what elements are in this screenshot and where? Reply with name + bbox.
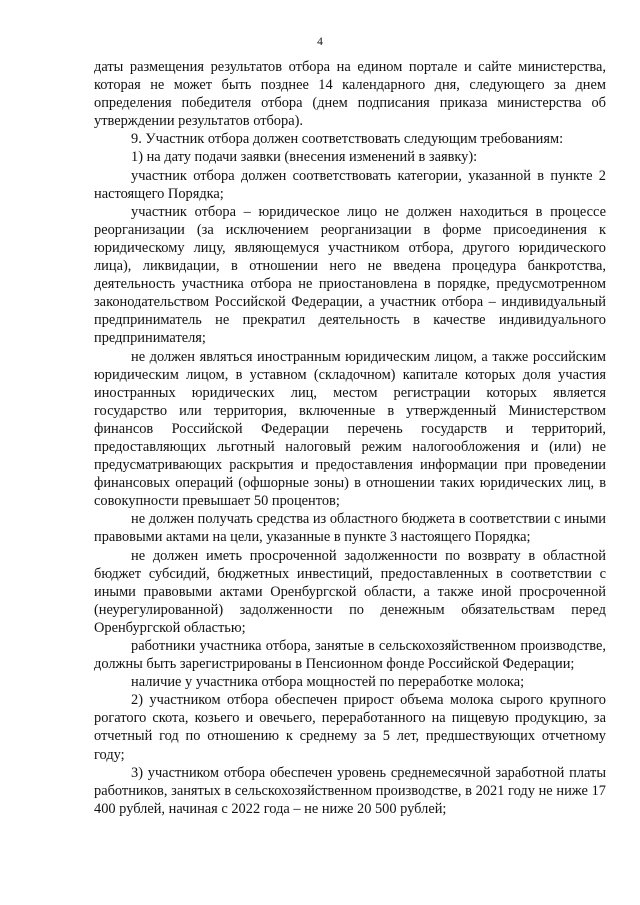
paragraph-subitem-2: 2) участником отбора обеспечен прирост объема молока сырого крупного рогатого скота, козьего и овечьего, переработанного на пищевую продукцию, за отчетный год по отношению к среднему за 5 лет, предшествующих отчетному году; [94,692,606,763]
paragraph-subitem-1: 1) на дату подачи заявки (внесения изменений в заявку): [131,149,478,166]
document-body [94,58,606,818]
paragraph-requirement-budget-funds: не должен получать средства из областного бюджета в соответствии с иными правовыми актами на цели, указанные в пункте 3 настоящего Порядка; [94,511,606,546]
paragraph-item-9: 9. Участник отбора должен соответствовать следующим требованиям: [131,131,564,148]
paragraph-continuation: даты размещения результатов отбора на едином портале и сайте министерства, которая не может быть позднее 14 календарного дня, следующего за днем определения победителя отбора (днем подписания приказа министерства об утверждении результатов отбора). [94,59,606,130]
paragraph-requirement-pension-fund: работники участника отбора, занятые в сельскохозяйственном производстве, должны быть зарегистрированы в Пенсионном фонде Российской Федерации; [94,638,606,673]
paragraph-requirement-processing-capacity: наличие у участника отбора мощностей по переработке молока; [131,674,525,691]
page-number: 4 [317,36,323,48]
paragraph-requirement-debt: не должен иметь просроченной задолженности по возврату в областной бюджет субсидий, бюджетных инвестиций, предоставленных в соответствии с иными правовыми актами Оренбургской области, а также иной просроченной (неурегулированной) задолженности по денежным обязательствам перед Оренбургской областью; [94,547,606,636]
paragraph-requirement-category: участник отбора должен соответствовать категории, указанной в пункте 2 настоящего Порядка; [94,167,606,202]
paragraph-requirement-foreign-entity: не должен являться иностранным юридическим лицом, а также российским юридическим лицом, в уставном (складочном) капитале которых доля участия иностранных юридических лиц, местом регистрации которых является государство или территория, включенные в утвержденный Министерством финансов Российской Федерации перечень государств и территорий, предоставляющих льготный налоговый режим налогообложения и (или) не предусматривающих раскрытия и предоставления информации при проведении финансовых операций (офшорные зоны) в отношении таких юридических лиц, в совокупности превышает 50 процентов; [94,348,606,510]
paragraph-subitem-3: 3) участником отбора обеспечен уровень среднемесячной заработной платы работников, занятых в сельскохозяйственном производстве, в 2021 году не ниже 17 400 рублей, начиная с 2022 года – не ниже 20 500 рублей; [94,764,606,817]
paragraph-requirement-reorganization: участник отбора – юридическое лицо не должен находиться в процессе реорганизации (за исключением реорганизации в форме присоединения к юридическому лицу, являющемуся участником отбора, другого юридического лица), ликвидации, в отношении него не введена процедура банкротства, деятельность участника отбора не приостановлена в порядке, предусмотренном законодательством Российской Федерации, а участник отбора – индивидуальный предприниматель не прекратил деятельность в качестве индивидуального предпринимателя; [94,203,606,347]
